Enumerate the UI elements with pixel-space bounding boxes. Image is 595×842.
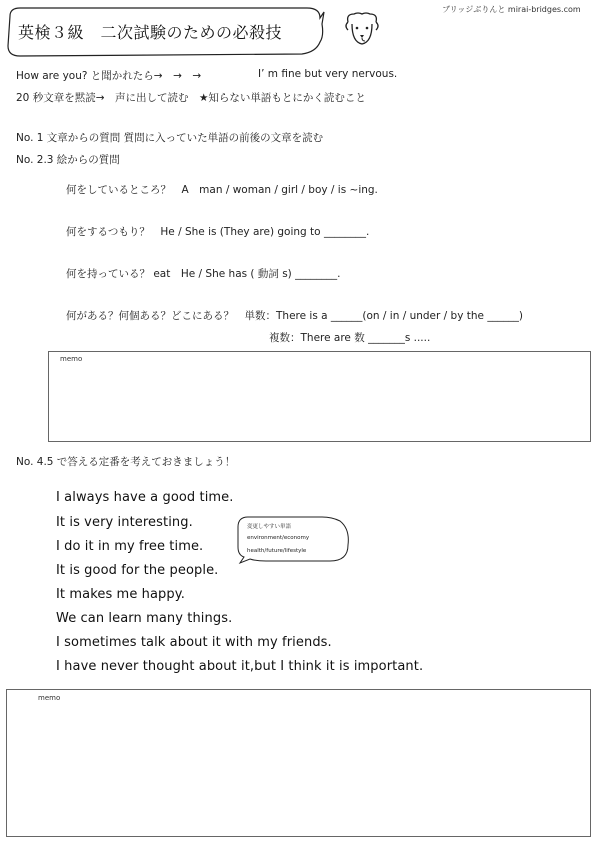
dog-face-icon (340, 8, 384, 52)
intro-line-how-are-you: How are you? と聞かれたら→ → → (16, 70, 202, 82)
section-no45: No. 4.5 で答える定番を考えておきましょう！ (16, 456, 236, 468)
site-credit: ブリッジぶりんと mirai-bridges.com (442, 5, 581, 14)
answer-item: It is very interesting. (56, 515, 193, 530)
memo-label-2: memo (38, 694, 61, 702)
memo-box-1[interactable] (48, 351, 591, 442)
tip-line-2: health/future/lifestyle (247, 548, 307, 554)
section-no1: No. 1 文章からの質問 質問に入っていた単語の前後の文章を読む (16, 132, 324, 144)
picture-question-has: 何を持っている？ eat He / She has ( 動詞 s) ________. (66, 268, 341, 280)
picture-question-doing: 何をしているところ？ A man / woman / girl / boy / is ~ing. (66, 184, 378, 196)
answer-item: I always have a good time. (56, 490, 234, 505)
section-no23: No. 2.3 絵からの質問 (16, 154, 120, 166)
intro-line-silent-reading: 20 秒文章を黙読→ 声に出して読む ★知らない単語もとにかく読むこと (16, 92, 366, 104)
answer-item: I sometimes talk about it with my friends. (56, 635, 332, 650)
picture-question-going-to: 何をするつもり？ He / She is (They are) going to ________. (66, 226, 370, 238)
memo-box-2[interactable] (6, 689, 591, 837)
page-title: 英検３級 二次試験のための必殺技 (18, 23, 283, 42)
tip-title: 変更しやすい単語 (247, 524, 292, 530)
picture-question-there-is: 何がある？何個ある？どこにある？ 単数：There is a ______(on / in / under / by the ______) (66, 310, 523, 322)
tip-line-1: environment/economy (247, 535, 310, 541)
answer-item: I have never thought about it,but I think it is important. (56, 659, 424, 674)
picture-question-there-are: 複数：There are 数 _______s ..... (269, 332, 431, 344)
answer-item: It makes me happy. (56, 587, 185, 602)
answer-item: We can learn many things. (56, 611, 233, 626)
intro-line-answer: I’ m fine but very nervous. (258, 68, 398, 80)
answer-item: It is good for the people. (56, 563, 219, 578)
memo-label-1: memo (60, 355, 83, 363)
answer-item: I do it in my free time. (56, 539, 204, 554)
